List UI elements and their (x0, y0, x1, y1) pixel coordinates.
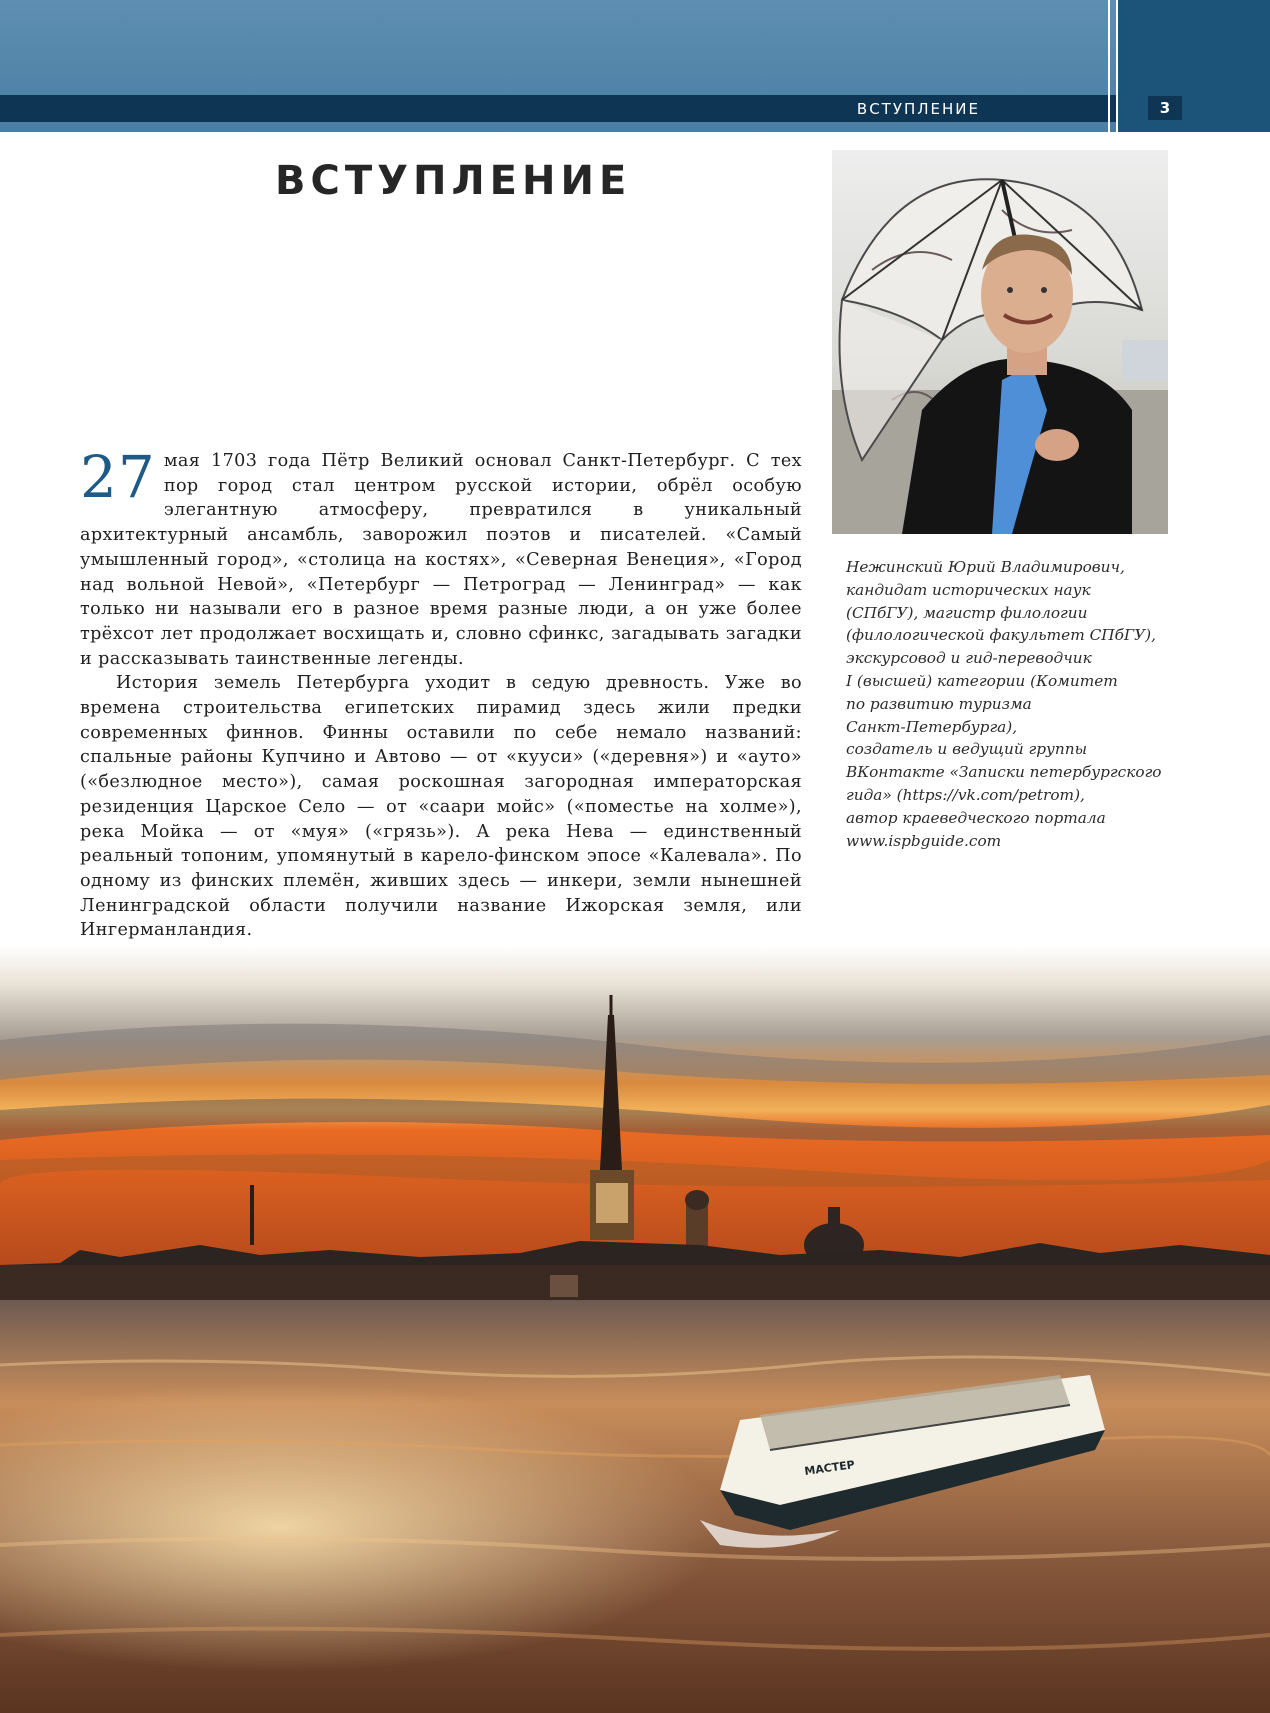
paragraph-1-text: мая 1703 года Пётр Великий основал Санкт-Петербург. С тех пор город стал центром русской истории, обрёл особую элегантную атмосферу, превратился в уникальный архитектурный ансамбль, заворожил поэтов и писателей. «Самый умышленный город», «столица на костях», «Северная Венеция», «Город над вольной Невой», «Петербург — Петроград — Ленинград» — как только ни называли его в разное время разные люди, а он уже более трёхсот лет продолжает восхищать и, словно сфинкс, загадывать загадки и рассказывать таинственные легенды. (80, 451, 802, 669)
caption-line: (филологической факультет СПбГУ), (846, 626, 1156, 645)
caption-line: автор краеведческого портала (846, 808, 1106, 827)
caption-line: (СПбГУ), магистр филологии (846, 603, 1088, 622)
header-stripe (0, 95, 1270, 122)
page-number-block (1118, 0, 1270, 132)
header-divider (1108, 0, 1118, 132)
author-portrait-photo (832, 150, 1168, 534)
intro-body-text (80, 443, 802, 943)
portrait-illustration (832, 150, 1168, 534)
caption-line: по развитию туризма (846, 694, 1032, 713)
intro-paragraph-2: История земель Петербурга уходит в седую древность. Уже во времена строительства египетских пирамид здесь жили предки современных финнов. Финны оставили по себе немало названий: спальные районы Купчино и Автово — от «кууси» («деревня») и «ауто» («безлюдное место»), самая роскошная загородная императорская резиденция Царское Село — от «саари мойс» («поместье на холме»), река Мойка — от «муя» («грязь»). А река Нева — единственный реальный топоним, упомянутый в карело-финском эпосе «Калевала». По одному из финских племён, живших здесь — инкери, земли нынешней Ленинградской области получили название Ижорская земля, или Ингерманландия. (80, 673, 802, 941)
caption-line: гида» (https://vk.com/petrom), (846, 785, 1085, 804)
page-number: 3 (1148, 96, 1182, 120)
boat-name: МАСТЕР (803, 1458, 856, 1478)
caption-line: www.ispbguide.com (846, 831, 1002, 850)
author-caption (846, 556, 1176, 852)
caption-line: I (высшей) категории (Комитет (846, 671, 1118, 690)
caption-line: кандидат исторических наук (846, 580, 1091, 599)
caption-line: создатель и ведущий группы (846, 740, 1088, 759)
caption-line: Санкт-Петербурга), (846, 717, 1018, 736)
intro-paragraph-1 (80, 443, 802, 671)
running-header: ВСТУПЛЕНИЕ (856, 100, 980, 118)
peter-paul-fortress-photo (0, 945, 1270, 1713)
caption-line: Нежинский Юрий Владимирович, (846, 558, 1125, 576)
page-title: ВСТУПЛЕНИЕ (275, 158, 632, 204)
caption-line: экскурсовод и гид-переводчик (846, 649, 1092, 668)
drop-cap: 27 (80, 443, 156, 511)
caption-line: ВКонтакте «Записки петербургского (846, 763, 1162, 782)
sunset-neva-illustration (0, 945, 1270, 1713)
